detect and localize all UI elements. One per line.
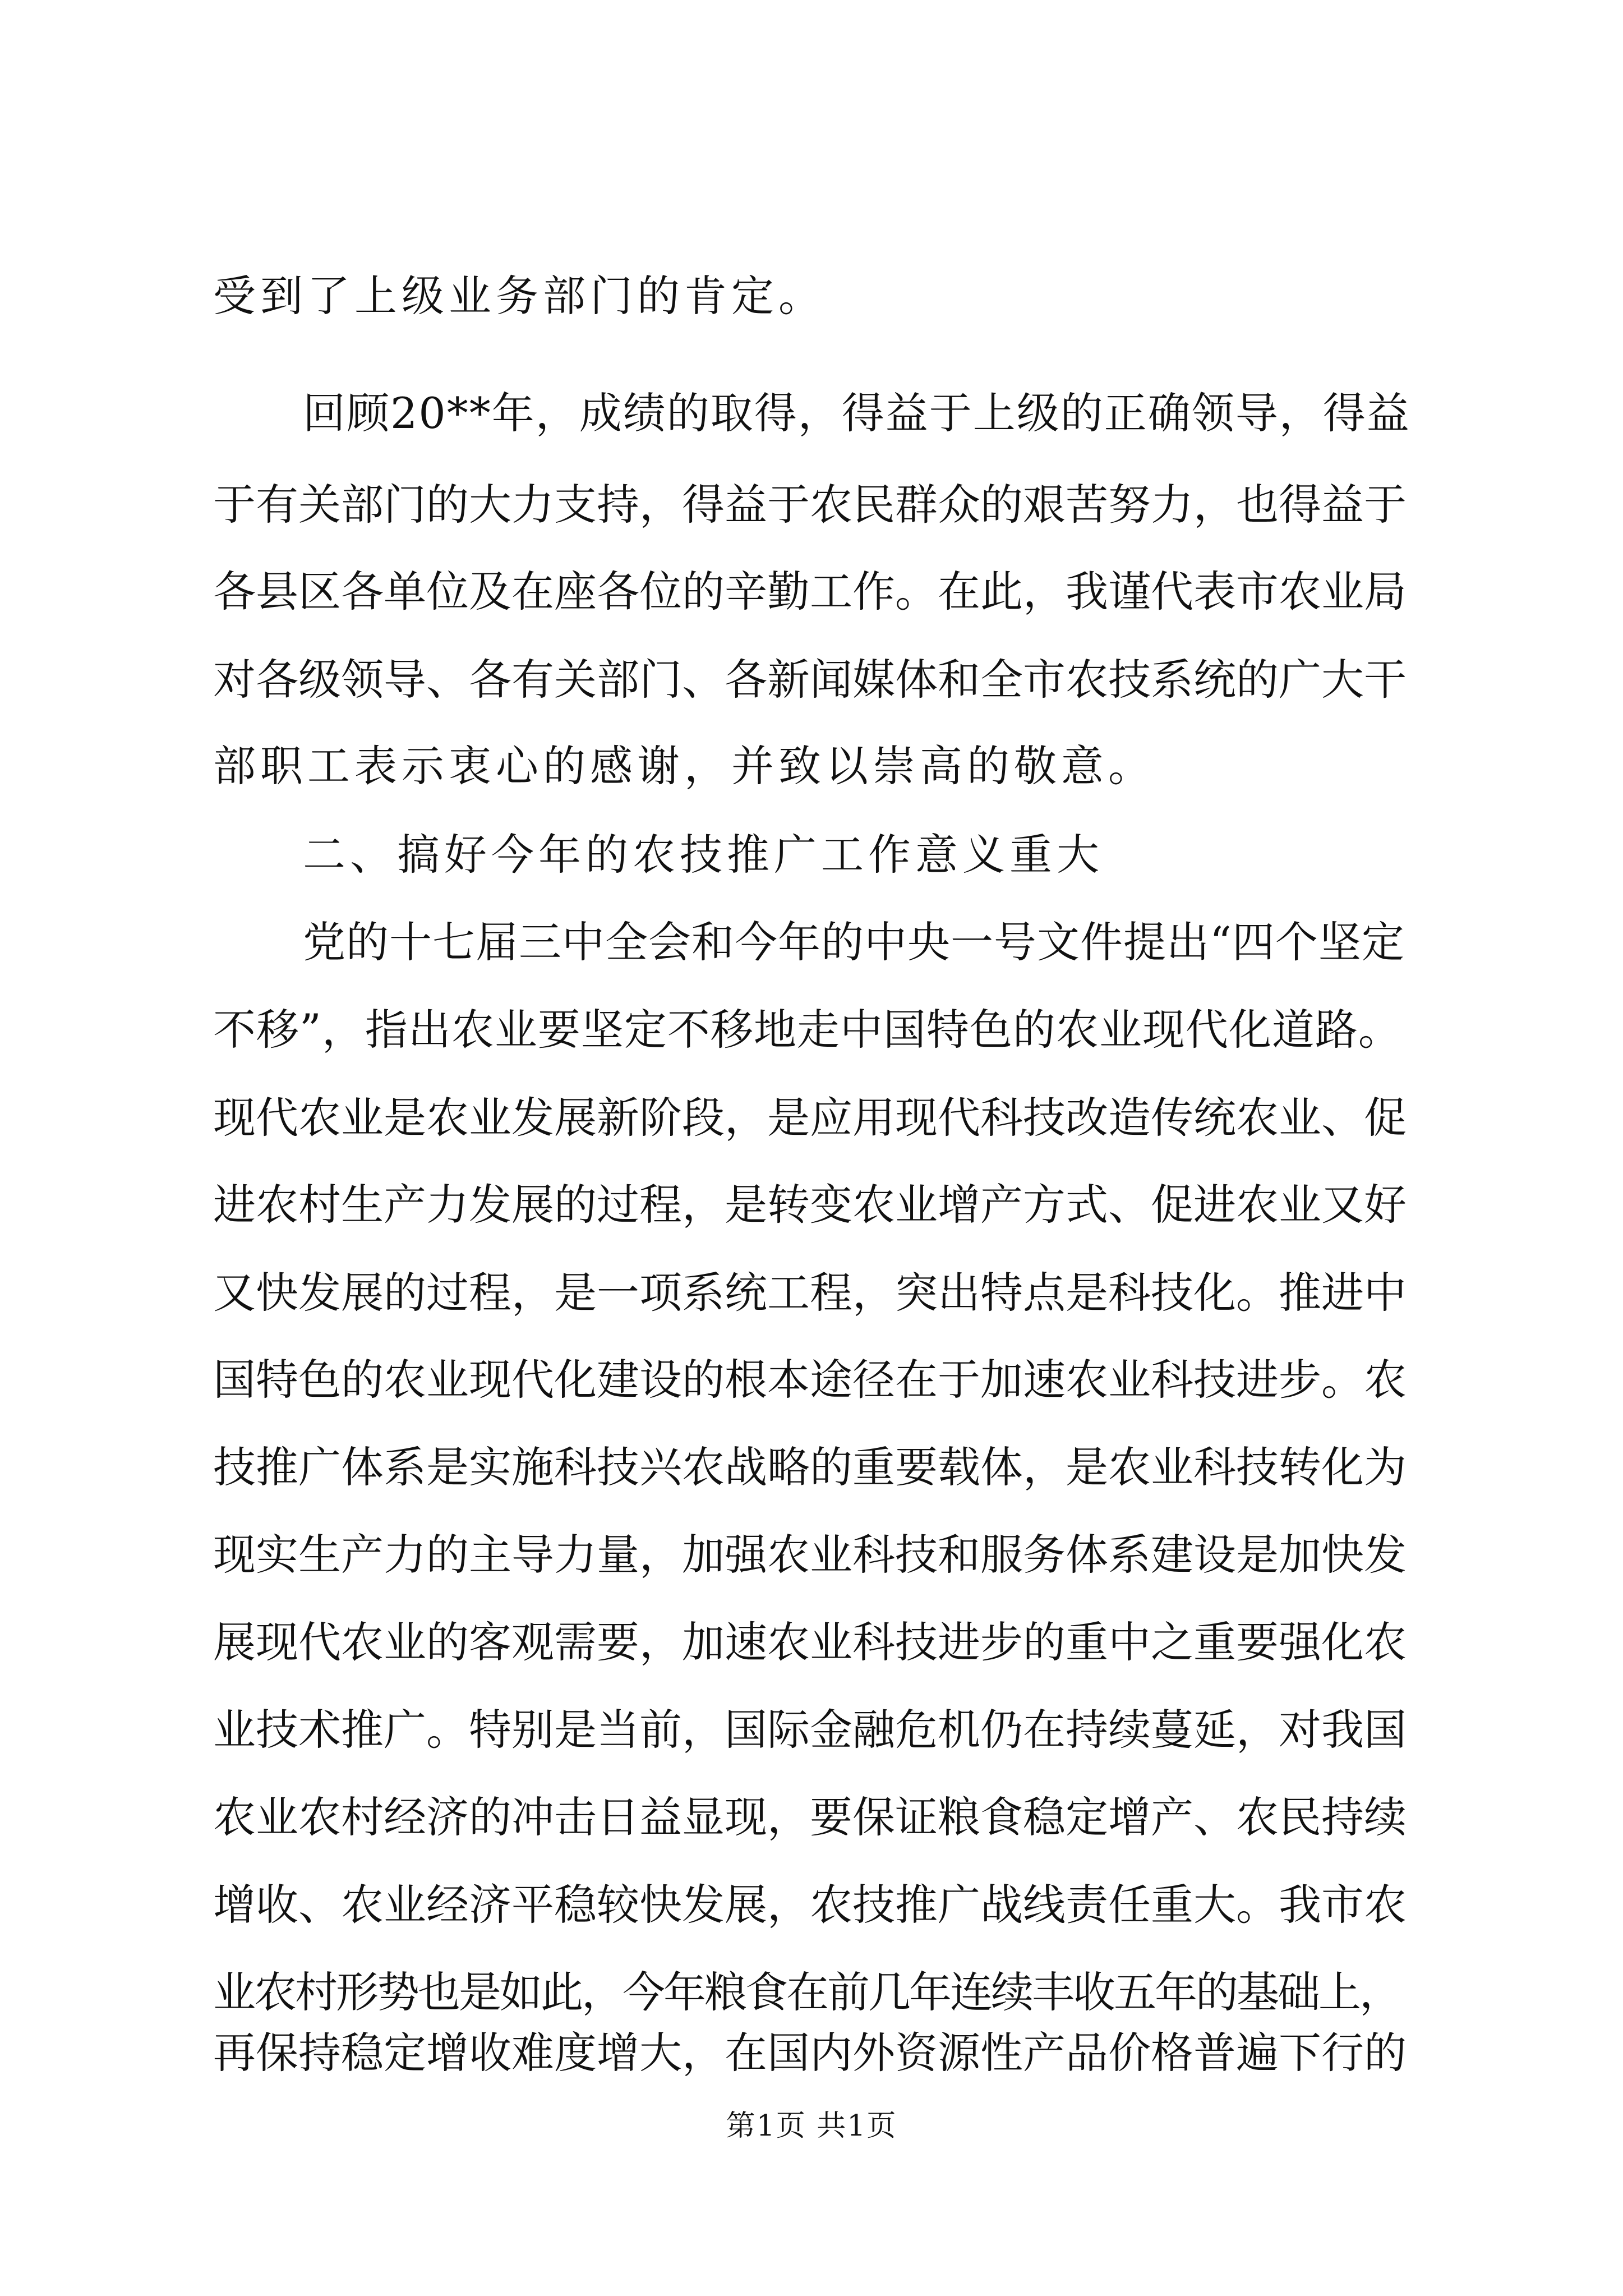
page-number-footer: 第1页 共1页 — [726, 2109, 897, 2143]
text-line: 国特色的农业现代化建设的根本途径在于加速农业科技进步。农 — [213, 1355, 1407, 1405]
text-line: 业技术推广。特别是当前，国际金融危机仍在持续蔓延，对我国 — [213, 1705, 1407, 1755]
text-line: 对各级领导、各有关部门、各新闻媒体和全市农技系统的广大干 — [213, 655, 1407, 705]
text-line: 农业农村经济的冲击日益显现，要保证粮食稳定增产、农民持续 — [213, 1792, 1407, 1842]
text-line: 受到了上级业务部门的肯定。 — [213, 271, 826, 321]
text-line: 展现代农业的客观需要，加速农业科技进步的重中之重要强化农 — [213, 1617, 1407, 1667]
section-heading: 二、搞好今年的农技推广工作意义重大 — [303, 830, 1104, 880]
text-line: 进农村生产力发展的过程，是转变农业增产方式、促进农业又好 — [213, 1180, 1407, 1230]
text-line: 部职工表示衷心的感谢，并致以崇高的敬意。 — [213, 741, 1155, 791]
text-line: 技推广体系是实施科技兴农战略的重要载体，是农业科技转化为 — [213, 1442, 1407, 1492]
text-line: 再保持稳定增收难度增大，在国内外资源性产品价格普遍下行的 — [213, 2028, 1407, 2078]
text-line: 于有关部门的大力支持，得益于农民群众的艰苦努力，也得益于 — [213, 480, 1407, 530]
text-line: 现实生产力的主导力量，加强农业科技和服务体系建设是加快发 — [213, 1530, 1407, 1580]
text-line: 业农村形势也是如此，今年粮食在前几年连续丰收五年的基础上， — [213, 1967, 1400, 2017]
text-line: 不移”，指出农业要坚定不移地走中国特色的农业现代化道路。 — [213, 1005, 1401, 1055]
text-line: 各县区各单位及在座各位的辛勤工作。在此，我谨代表市农业局 — [213, 567, 1407, 616]
text-line: 又快发展的过程，是一项系统工程，突出特点是科技化。推进中 — [213, 1268, 1407, 1318]
text-line: 增收、农业经济平稳较快发展，农技推广战线责任重大。我市农 — [213, 1880, 1407, 1930]
text-line: 党的十七届三中全会和今年的中央一号文件提出“四个坚定 — [303, 917, 1405, 967]
text-line: 现代农业是农业发展新阶段，是应用现代科技改造传统农业、促 — [213, 1093, 1407, 1143]
text-line: 回顾20**年，成绩的取得，得益于上级的正确领导，得益 — [303, 388, 1410, 438]
